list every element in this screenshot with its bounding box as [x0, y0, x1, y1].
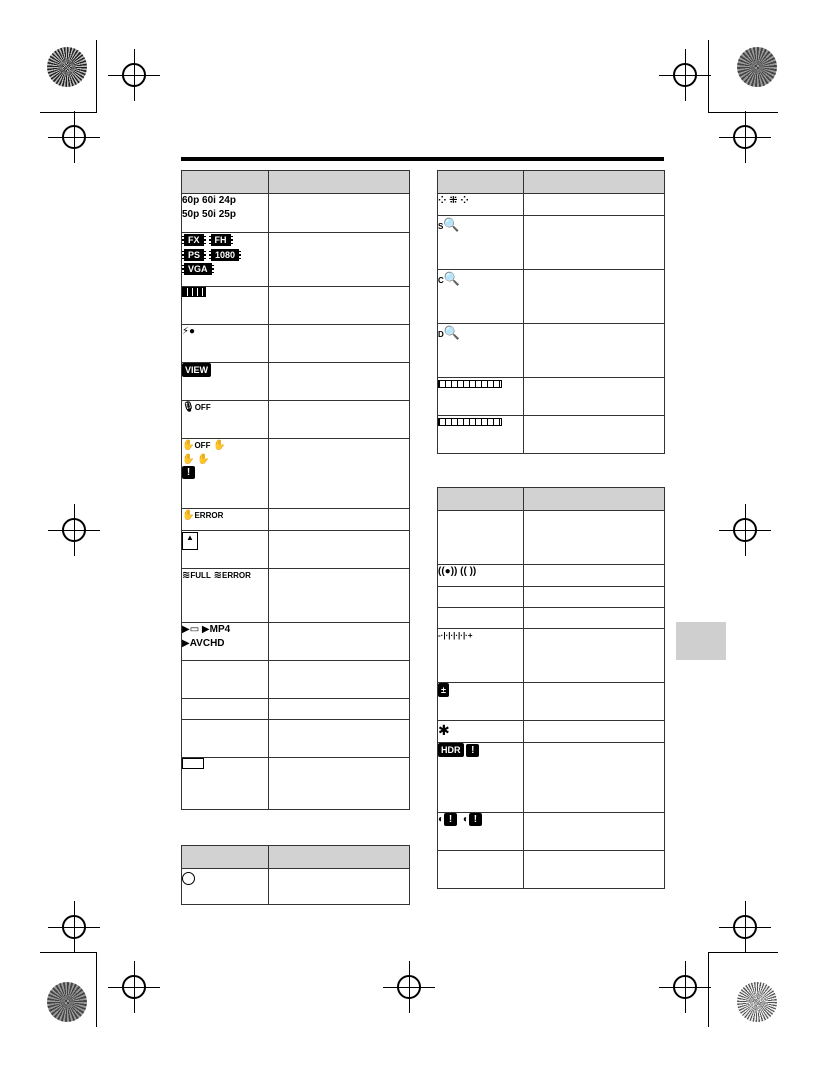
battery-icon — [182, 287, 206, 297]
registration-rosette-bottom-left — [47, 982, 87, 1022]
registration-rosette-bottom-right — [737, 982, 777, 1022]
quality-fh-icon: FH — [209, 234, 233, 246]
warning-icon: ! — [182, 466, 195, 479]
steadyshot-off-icon: ✋OFF — [182, 440, 211, 451]
table-header-row — [182, 171, 410, 194]
crop-line — [96, 952, 97, 1027]
left-icon-table — [181, 170, 410, 810]
crop-line — [708, 112, 778, 113]
table-row — [182, 363, 410, 401]
crop-line — [40, 112, 97, 113]
table-row — [182, 758, 410, 810]
database-full-icon: ≋FULL — [182, 570, 211, 581]
crosshair-mark — [673, 975, 697, 999]
crosshair-mark — [733, 915, 757, 939]
database-error-icon: ≋ERROR — [213, 570, 251, 581]
focus-area-icon: ⁘ ⁜ ⁘ — [438, 195, 469, 206]
flash-charge-icon: ⚡● — [182, 326, 196, 337]
crosshair-mark — [397, 975, 421, 999]
crosshair-mark — [122, 63, 146, 87]
digital-zoom-icon: D🔍 — [438, 325, 460, 340]
table-row — [182, 509, 410, 531]
quality-1080-icon: 1080 — [209, 249, 241, 261]
table-row — [438, 813, 665, 851]
table-row — [182, 401, 410, 439]
quality-vga-icon: VGA — [182, 263, 214, 275]
mic-off-icon: 🎙OFF — [182, 402, 211, 413]
table-row — [182, 439, 410, 509]
table-row — [182, 194, 410, 233]
crosshair-mark — [122, 975, 146, 999]
battery-empty-icon — [182, 758, 204, 769]
table-row — [182, 287, 410, 325]
picture-effect-icon: ◐ — [462, 814, 469, 825]
quality-fx-icon: FX — [182, 234, 206, 246]
vibration-icon: ((●)) — [438, 566, 458, 577]
playback-mp4-icon: ▶MP4 — [201, 624, 231, 635]
table-row — [182, 661, 410, 699]
table-row — [182, 699, 410, 720]
table-row — [438, 511, 665, 565]
memory-card-icon: ▲ — [182, 532, 198, 550]
crosshair-mark — [733, 125, 757, 149]
smart-zoom-icon: S🔍 — [438, 217, 460, 232]
picture-effect-icon: ◐ — [438, 814, 445, 825]
right-top-table — [437, 170, 665, 454]
table-row — [438, 683, 665, 721]
ae-lock-icon: ✱ — [438, 722, 450, 738]
frame-rate-icons-pal: 50p 50i 25p — [182, 208, 236, 220]
table-row — [182, 869, 410, 905]
warning-icon: ! — [466, 744, 479, 757]
table-row — [438, 270, 665, 324]
table-header-row — [438, 488, 665, 511]
crop-line — [40, 952, 97, 953]
bottom-left-table — [181, 845, 410, 905]
quality-ps-icon: PS — [182, 249, 206, 261]
crosshair-mark — [62, 125, 86, 149]
warning-icon: ! — [469, 813, 482, 826]
table-row — [438, 565, 665, 587]
frame-rate-icons: 60p 60i 24p — [182, 195, 236, 206]
crop-line — [708, 952, 778, 953]
table-row — [182, 720, 410, 758]
table-row — [438, 721, 665, 743]
table-row — [438, 378, 665, 416]
table-row — [438, 416, 665, 454]
exposure-scale-icon: -·|·|·|·|·|·+ — [438, 631, 473, 640]
steadyshot-icon: ✋ — [197, 453, 210, 465]
table-row — [182, 531, 410, 569]
crosshair-mark — [673, 63, 697, 87]
table-row — [438, 851, 665, 889]
crop-line — [708, 40, 709, 112]
table-row — [182, 569, 410, 623]
table-row — [438, 324, 665, 378]
table-row — [438, 608, 665, 629]
table-header-row — [182, 846, 410, 869]
playback-avchd-icon: ▶AVCHD — [182, 637, 225, 649]
zoom-scale-icon — [438, 418, 502, 426]
hdr-icon: HDR — [438, 743, 464, 757]
table-header-row — [438, 171, 665, 194]
crop-line — [708, 952, 709, 1027]
circle-icon — [182, 872, 195, 885]
table-row — [438, 629, 665, 683]
table-row — [182, 623, 410, 661]
vibration-outline-icon: (( )) — [460, 566, 477, 577]
registration-rosette-top-right — [737, 47, 777, 87]
steadyshot-error-icon: ✋ERROR — [182, 510, 224, 521]
table-row — [438, 587, 665, 608]
steadyshot-icon: ✋ — [182, 453, 195, 465]
crosshair-mark — [62, 915, 86, 939]
table-row — [438, 194, 665, 216]
clear-zoom-icon: C🔍 — [438, 271, 460, 286]
side-index-tab — [676, 622, 726, 660]
zoom-scale-icon — [438, 380, 502, 388]
table-row — [182, 325, 410, 363]
crosshair-mark — [733, 518, 757, 542]
playback-image-icon: ▶▭ — [182, 624, 200, 635]
crop-line — [96, 40, 97, 112]
exposure-compensation-icon: ± — [438, 683, 449, 697]
view-icon: VIEW — [182, 363, 211, 377]
warning-icon: ! — [444, 813, 457, 826]
registration-rosette-top-left — [47, 47, 87, 87]
table-row — [438, 743, 665, 813]
crosshair-mark — [62, 518, 86, 542]
header-rule — [181, 157, 664, 161]
right-bottom-table — [437, 487, 665, 889]
steadyshot-icon: ✋ — [213, 440, 226, 451]
table-row — [182, 233, 410, 287]
table-row — [438, 216, 665, 270]
